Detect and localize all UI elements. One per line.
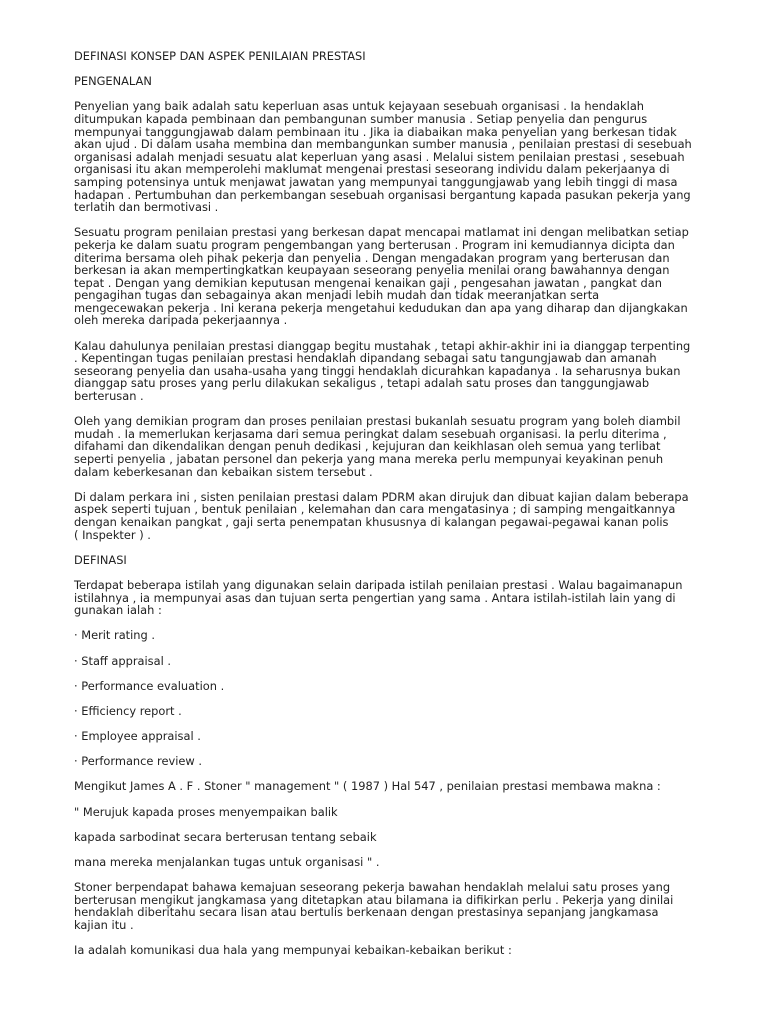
paragraph-7: Mengikut James A . F . Stoner " management " ( 1987 ) Hal 547 , penilaian prestasi membawa makna : xyxy=(74,779,661,794)
paragraph-9: Ia adalah komunikasi dua hala yang mempunyai kebaikan-kebaikan berikut : xyxy=(74,943,512,958)
paragraph-6: Terdapat beberapa istilah yang digunakan selain daripada istilah penilaian prestasi . Walau bagaimanapun istilahnya , ia mempunyai asas dan tujuan serta pengertian yang sama . Antara istilah-istilah lain yang di gunakan ialah : xyxy=(74,577,683,618)
list-item: · Efficiency report . xyxy=(74,703,182,718)
document-title: DEFINASI KONSEP DAN ASPEK PENILAIAN PRESTASI xyxy=(74,49,366,63)
list-item: · Performance review . xyxy=(74,754,202,769)
list-item: · Performance evaluation . xyxy=(74,678,225,693)
list-item: · Employee appraisal . xyxy=(74,729,201,744)
paragraph-2: Sesuatu program penilaian prestasi yang berkesan dapat mencapai matlamat ini dengan melibatkan setiap pekerja ke dalam suatu program pengembangan yang berterusan . Program ini kemudiannya dicipta dan diterima bersama oleh pihak pekerja dan penyelia . Dengan mengadakan program yang berterusan dan berkesan ia akan mempertingkatkan keupayaan seseorang penyelia menilai orang bawahannya dengan tepat . Dengan yang demikian keputusan mengenai kenaikan gaji , pengesahan jawatan , pangkat dan pengagihan tugas dan sebagainya akan menjadi lebih mudah dan tidak meeranjatkan serta mengecewakan pekerja . Ini kerana pekerja mengetahui kedudukan dan apa yang diharap dan dijangkakan oleh mereka daripada pekerjaannya . xyxy=(74,225,689,328)
section-heading-definasi: DEFINASI xyxy=(74,552,127,567)
quote-line-3: mana mereka menjalankan tugas untuk organisasi " . xyxy=(74,855,380,869)
paragraph-1: Penyelian yang baik adalah satu keperluan asas untuk kejayaan sesebuah organisasi . Ia hendaklah ditumpukan kapada pembinaan dan pembangunan sumber manusia . Setiap penyelia dan pengurus mempunyai tanggungjawab dalam pembinaan itu . Jika ia diabaikan maka penyelian yang berkesan tidak akan ujud . Di dalam usaha membina dan membangunkan sumber manusia , penilaian prestasi di sesebuah organisasi adalah menjadi sesuatu alat keperluan yang asasi . Melalui sistem penilaian prestasi , sesebuah organisasi itu akan memperolehi maklumat mengenai prestasi seseorang individu dalam pekerjaanya di samping potensinya untuk menjawat jawatan yang mempunyai tanggungjawab yang lebih tinggi di masa hadapan . Pertumbuhan dan perkembangan sesebuah organisasi bergantung kapada pasukan pekerja yang terlatih dan bermotivasi . xyxy=(74,99,692,215)
paragraph-3: Kalau dahulunya penilaian prestasi dianggap begitu mustahak , tetapi akhir-akhir ini ia dianggap terpenting . Kepentingan tugas penilaian prestasi hendaklah dipandang sebagai satu tangungjawab dan amanah seseorang penyelia dan usaha-usaha yang tinggi hendaklah dicurahkan kapadanya . Ia seharusnya bukan dianggap satu proses yang perlu dilakukan sekaligus , tetapi adalah satu proses dan tanggungjawab berterusan . xyxy=(74,338,691,404)
paragraph-8: Stoner berpendapat bahawa kemajuan seseorang pekerja bawahan hendaklah melalui satu proses yang berterusan mengikut jangkamasa yang ditetapkan atau bilamana ia difikirkan perlu . Pekerja yang dinilai hendaklah diberitahu secara lisan atau bertulis berkenaan dengan prestasinya sepanjang jangkamasa kajian itu . xyxy=(74,880,674,932)
list-item: · Merit rating . xyxy=(74,628,155,643)
quote-line-2: kapada sarbodinat secara berterusan tentang sebaik xyxy=(74,829,377,844)
section-heading-pengenalan: PENGENALAN xyxy=(74,74,152,89)
document-page xyxy=(74,50,714,969)
paragraph-5: Di dalam perkara ini , sisten penilaian prestasi dalam PDRM akan dirujuk dan dibuat kajian dalam beberapa aspek seperti tujuan , bentuk penilaian , kelemahan dan cara mengatasinya ; di samping mengaitkannya dengan kenaikan pangkat , gaji serta penempatan khususnya di kalangan pegawai-pegawai kanan polis ( Inspekter ) . xyxy=(74,489,689,542)
list-item: · Staff appraisal . xyxy=(74,653,171,668)
paragraph-4: Oleh yang demikian program dan proses penilaian prestasi bukanlah sesuatu program yang boleh diambil mudah . Ia memerlukan kerjasama dari semua peringkat dalam sesebuah organisasi. Ia perlu diterima , difahami dan dikendalikan dengan penuh dedikasi , kejujuran dan keikhlasan oleh semua yang terlibat seperti penyelia , jabatan personel dan pekerja yang mana mereka perlu mempunyai keyakinan penuh dalam keberkesanan dan kebaikan sistem tersebut . xyxy=(74,414,681,479)
quote-line-1: " Merujuk kapada proses menyempaikan balik xyxy=(74,804,338,819)
